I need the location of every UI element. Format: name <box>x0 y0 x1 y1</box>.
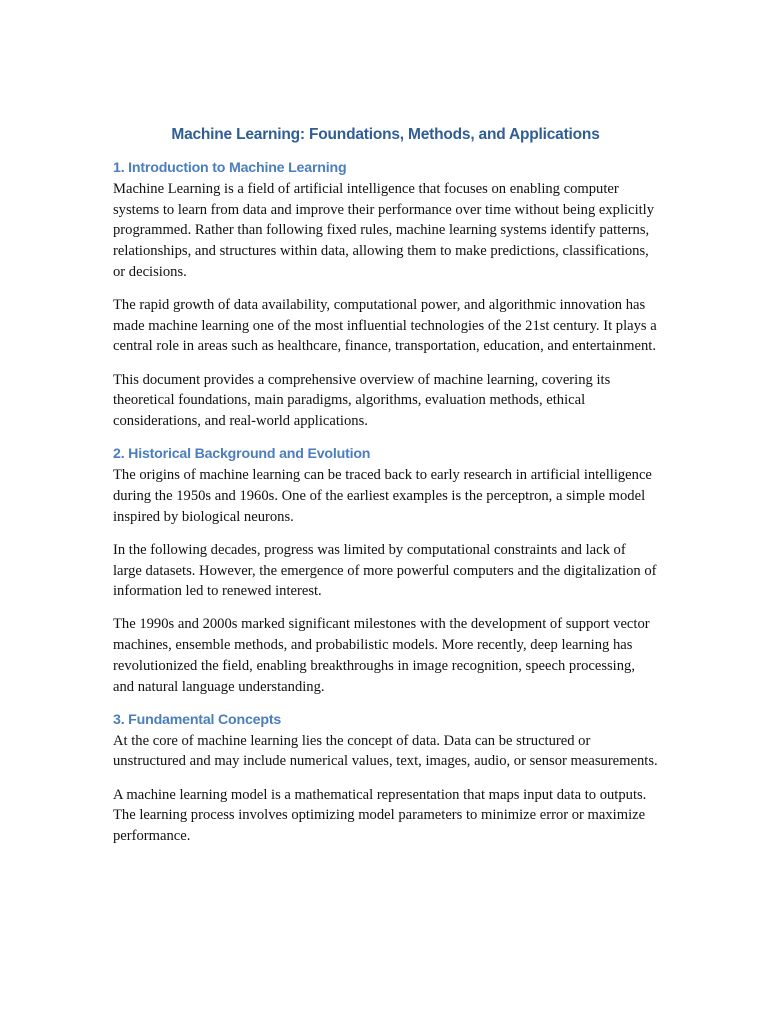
paragraph: The origins of machine learning can be traced back to early research in artificial intelligence during the 1950s and 1960s. One of the earliest examples is the perceptron, a simple model inspired by biological neurons. <box>113 467 652 525</box>
document-title: Machine Learning: Foundations, Methods, and Applications <box>171 126 600 143</box>
paragraph: This document provides a comprehensive overview of machine learning, covering its theoretical foundations, main paradigms, algorithms, evaluation methods, ethical considerations, and real-world applications. <box>113 371 611 430</box>
paragraph: The 1990s and 2000s marked significant milestones with the development of support vector machines, ensemble methods, and probabilistic models. More recently, deep learning has revolutionized the field, enabling breakthroughs in image recognition, speech processing, and natural language understanding. <box>113 616 650 695</box>
paragraph: Machine Learning is a field of artificial intelligence that focuses on enabling computer systems to learn from data and improve their performance over time without being explicitly programmed. Rather than following fixed rules, machine learning systems identify patterns, relationships, and structures within data, allowing them to make predictions, classifications, or decisions. <box>113 181 655 280</box>
paragraph: In the following decades, progress was limited by computational constraints and lack of large datasets. However, the emergence of more powerful computers and the digitalization of information led to renewed interest. <box>113 541 657 600</box>
paragraph: At the core of machine learning lies the concept of data. Data can be structured or unstructured and may include numerical values, text, images, audio, or sensor measurements. <box>113 732 658 770</box>
section-heading: 2. Historical Background and Evolution <box>113 446 371 463</box>
section-history <box>113 444 658 697</box>
paragraph: The rapid growth of data availability, computational power, and algorithmic innovation has made machine learning one of the most influential technologies of the 21st century. It plays a central role in areas such as healthcare, finance, transportation, education, and entertainment. <box>113 297 657 355</box>
paragraph: A machine learning model is a mathematical representation that maps input data to outputs. The learning process involves optimizing model parameters to minimize error or maximize performance. <box>113 786 647 845</box>
section-fundamentals <box>113 710 658 847</box>
section-heading: 1. Introduction to Machine Learning <box>113 160 347 176</box>
document-body <box>113 124 658 859</box>
section-introduction <box>113 158 658 432</box>
section-heading: 3. Fundamental Concepts <box>113 711 282 728</box>
